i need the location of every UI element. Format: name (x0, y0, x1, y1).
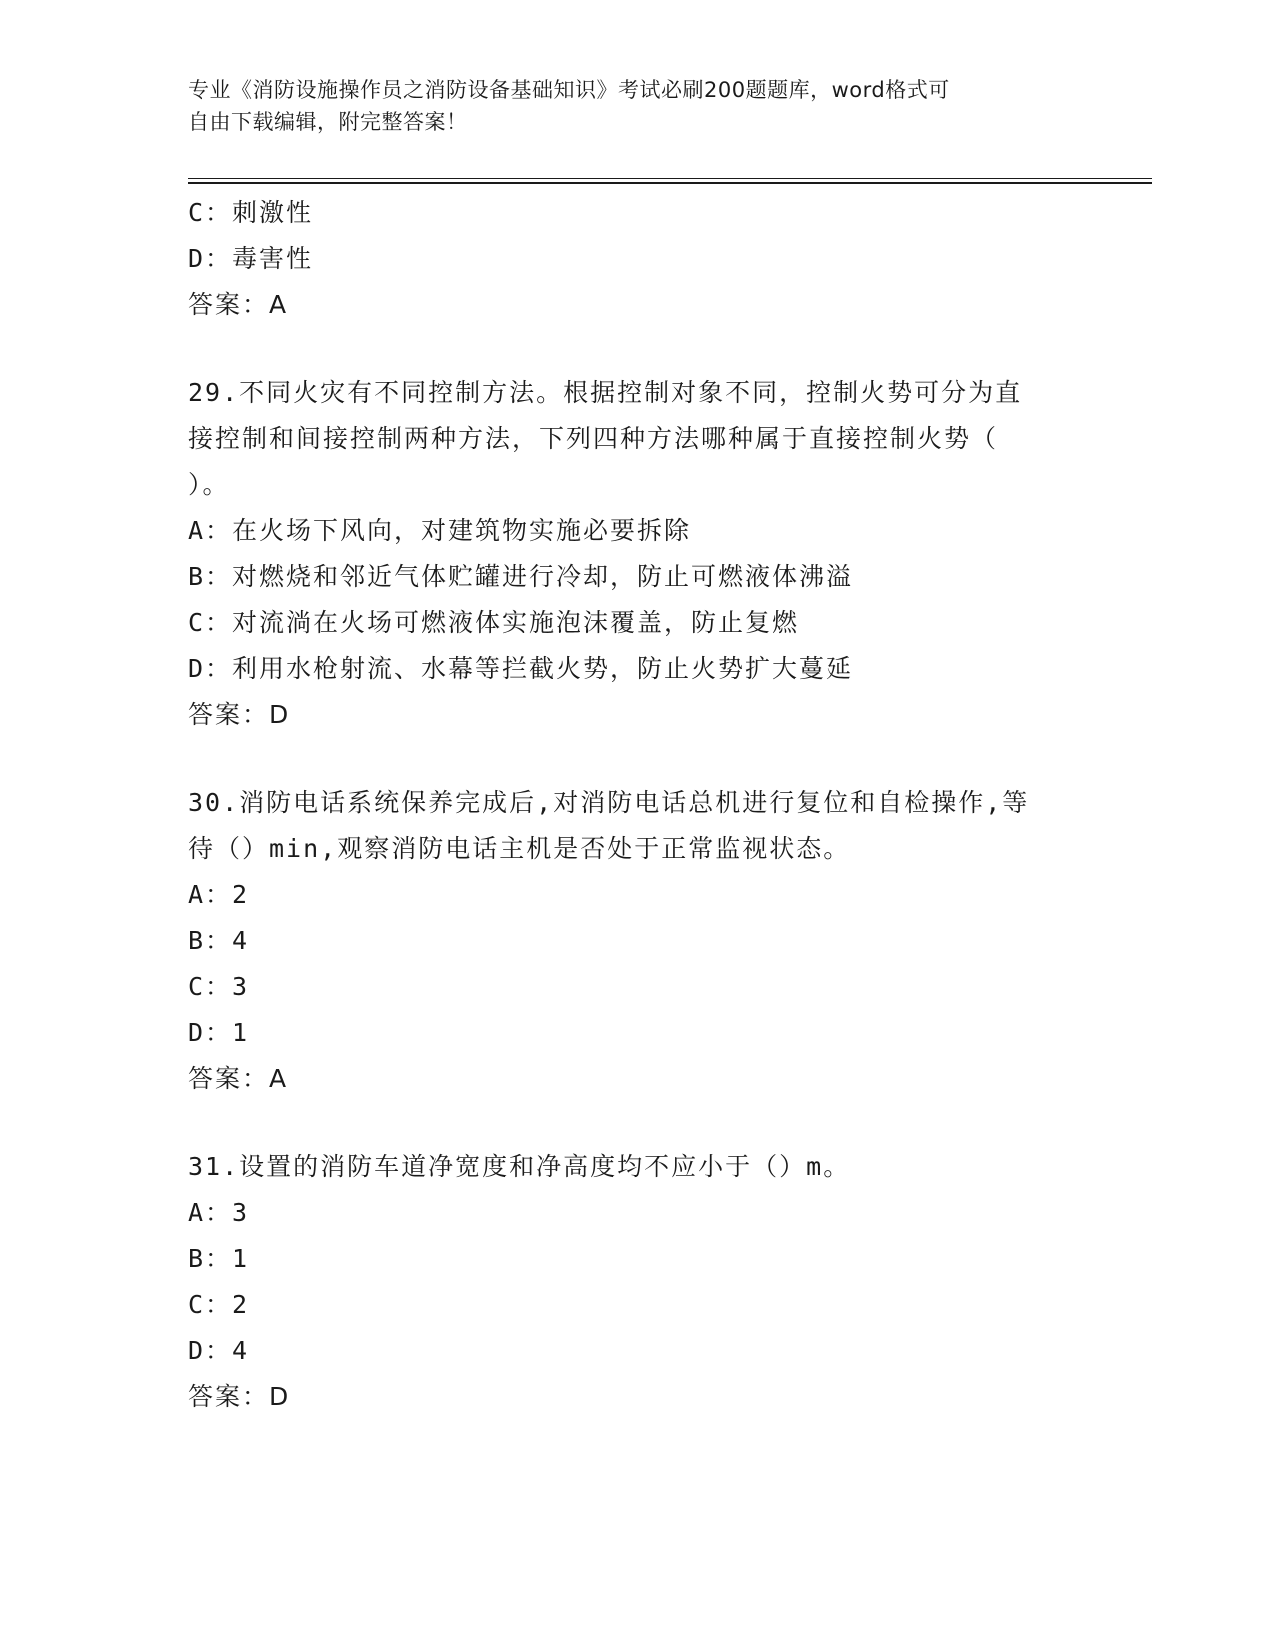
answer: 答案：D (188, 1382, 291, 1411)
question-text-line: 待（）min,观察消防电话主机是否处于正常监视状态。 (188, 834, 851, 863)
question-text-line: ）。 (188, 470, 230, 499)
question-text-line: 接控制和间接控制两种方法，下列四种方法哪种属于直接控制火势（ (188, 424, 999, 453)
header-divider-thick (188, 182, 1152, 184)
option-c: C：2 (188, 1290, 250, 1319)
answer: 答案：A (188, 1064, 289, 1093)
spacer (188, 328, 1108, 370)
option-a: A：2 (188, 880, 250, 909)
option-a: A：3 (188, 1198, 250, 1227)
answer: 答案：D (188, 700, 291, 729)
question-31 (188, 1144, 1108, 1420)
question-text-line: 31.设置的消防车道净宽度和净高度均不应小于（）m。 (188, 1152, 851, 1181)
option-c: C：对流淌在火场可燃液体实施泡沫覆盖，防止复燃 (188, 608, 800, 637)
option-b: B：1 (188, 1244, 250, 1273)
spacer (188, 738, 1108, 780)
option-b: B：4 (188, 926, 250, 955)
question-28-tail (188, 190, 1108, 328)
option-b: B：对燃烧和邻近气体贮罐进行冷却，防止可燃液体沸溢 (188, 562, 854, 591)
question-text-line: 29.不同火灾有不同控制方法。根据控制对象不同，控制火势可分为直 (188, 378, 1023, 407)
option-d: D：利用水枪射流、水幕等拦截火势，防止火势扩大蔓延 (188, 654, 854, 683)
option-c: C：刺激性 (188, 198, 314, 227)
spacer (188, 1102, 1108, 1144)
option-c: C：3 (188, 972, 250, 1001)
question-content (188, 190, 1108, 1420)
question-text-line: 30.消防电话系统保养完成后,对消防电话总机进行复位和自检操作,等 (188, 788, 1030, 817)
header-divider-thin (188, 178, 1152, 179)
option-d: D：1 (188, 1018, 250, 1047)
question-30 (188, 780, 1108, 1102)
option-d: D：毒害性 (188, 244, 314, 273)
answer: 答案：A (188, 290, 289, 319)
option-a: A：在火场下风向，对建筑物实施必要拆除 (188, 516, 692, 545)
header-title-line-1: 专业《消防设施操作员之消防设备基础知识》考试必刷200题题库，word格式可 (188, 78, 950, 102)
question-29 (188, 370, 1108, 738)
option-d: D：4 (188, 1336, 250, 1365)
page-header (188, 74, 1088, 138)
header-title-line-2: 自由下载编辑，附完整答案！ (188, 110, 468, 134)
